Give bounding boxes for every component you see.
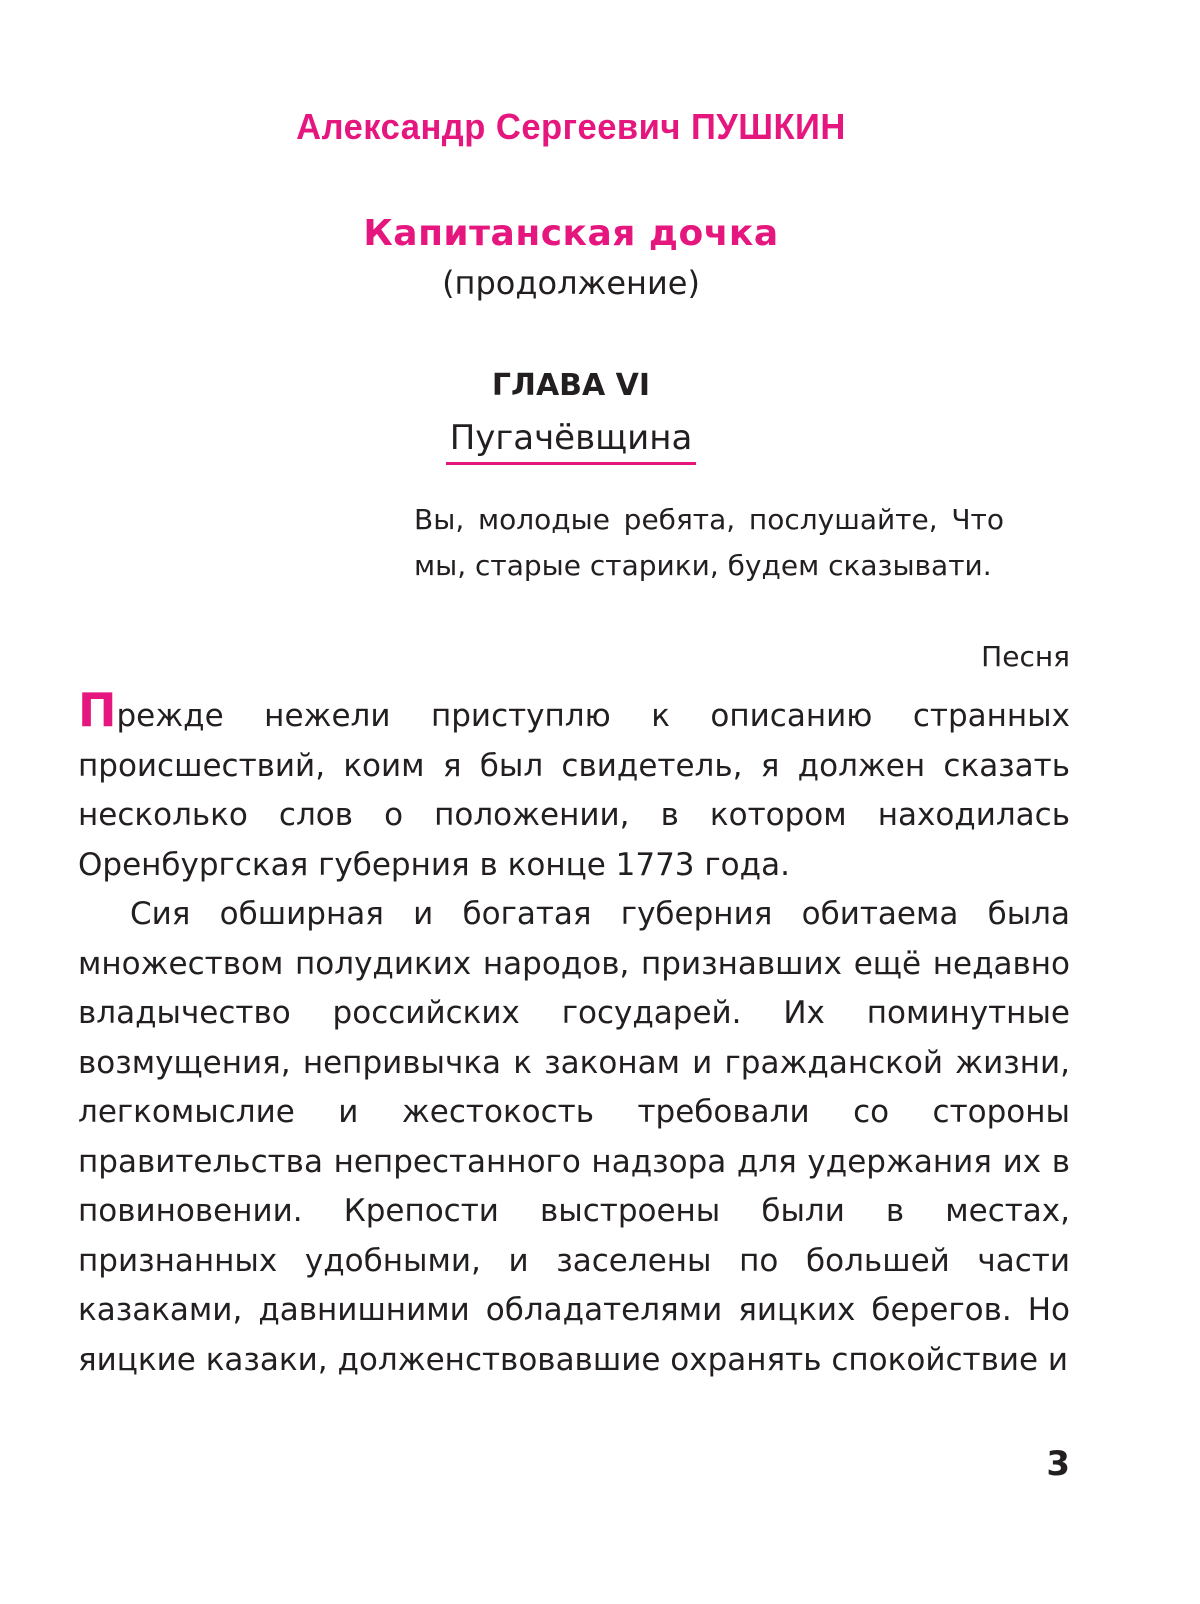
drop-cap: П: [78, 683, 117, 737]
paragraph-1: [78, 683, 1070, 890]
work-title: Капитанская дочка: [363, 213, 779, 254]
chapter-name: Пугачёвщина: [446, 418, 697, 465]
chapter-heading: [0, 418, 1142, 465]
chapter-body: [78, 683, 1070, 1385]
page-number: 3: [1046, 1444, 1070, 1484]
epigraph-text: Вы, молодые ребята, послушайте, Что мы, старые старики, будем сказывати.: [414, 503, 1004, 582]
author-name: Александр Сергеевич ПУШКИН: [296, 106, 846, 147]
paragraph-2: Сия обширная и богатая губерния обитаема была множеством полудиких народов, признавших ещё недавно владычество российских государей. Их поминутные возмущения, непривычка к законам и гражданской жизни, легкомыслие и жестокость требовали со стороны правительства непрестанного надзора для удержания их в повиновении. Крепости выстроены были в местах, признанных удобными, и заселены по большей части казаками, давнишними обладателями яицких берегов. Но яицкие казаки, долженствовавшие охранять спокойствие и: [78, 896, 1070, 1378]
paragraph-1-text: режде нежели приступлю к описанию странных происшествий, коим я был свидетель, я должен сказать несколько слов о положении, в котором находилась Оренбургская губерния в конце 1773 года.: [78, 698, 1070, 883]
epigraph-source: Песня: [981, 640, 1070, 673]
chapter-number: ГЛАВА VI: [491, 368, 651, 403]
work-subtitle: (продолжение): [442, 264, 700, 302]
